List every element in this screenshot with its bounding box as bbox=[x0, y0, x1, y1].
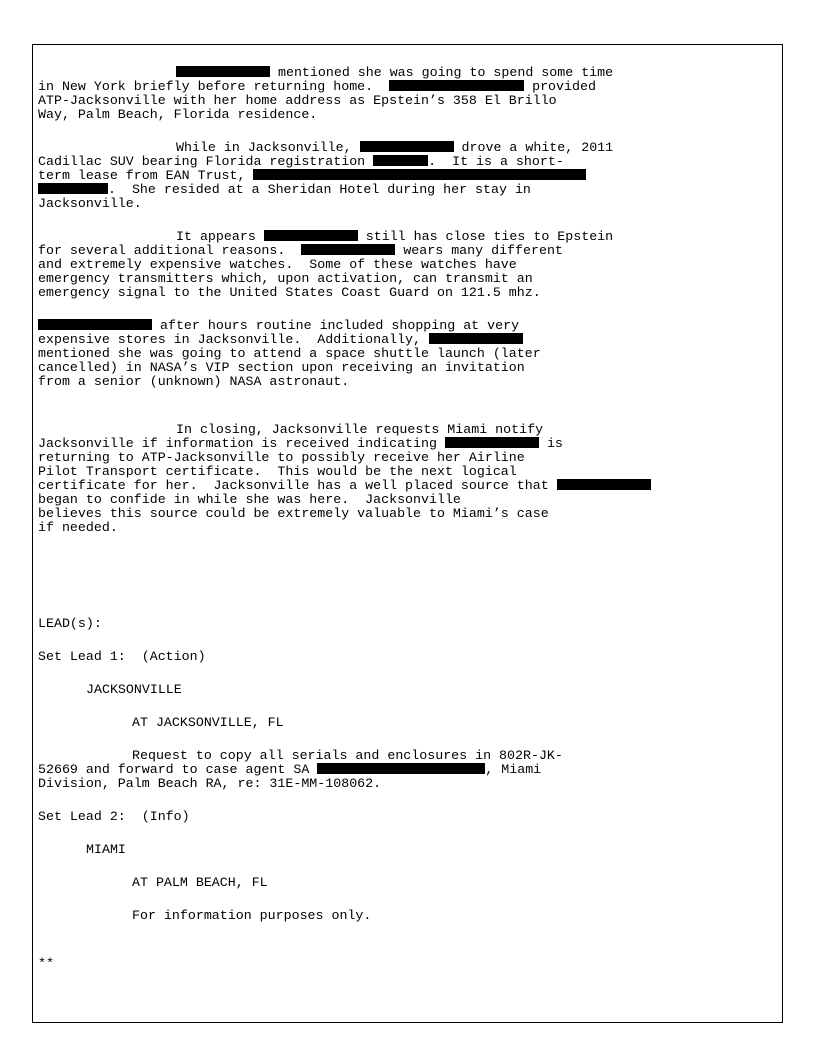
body-line: certificate for her. Jacksonville has a well placed source that bbox=[38, 479, 651, 493]
body-line: Jacksonville. bbox=[38, 196, 142, 211]
lead-1-location: AT JACKSONVILLE, FL bbox=[132, 715, 284, 730]
document-page bbox=[32, 44, 783, 1023]
lead-2-location: AT PALM BEACH, FL bbox=[132, 875, 268, 890]
leads-heading: LEAD(s): bbox=[38, 616, 102, 631]
body-line: from a senior (unknown) NASA astronaut. bbox=[38, 374, 350, 389]
body-line: cancelled) in NASA’s VIP section upon receiving an invitation bbox=[38, 360, 525, 375]
body-line: . She resided at a Sheridan Hotel during her stay in bbox=[38, 183, 531, 197]
body-line: and extremely expensive watches. Some of these watches have bbox=[38, 257, 517, 272]
body-line: While in Jacksonville, drove a white, 2011 bbox=[176, 140, 614, 155]
footer-marker: ** bbox=[38, 956, 54, 971]
redaction-block bbox=[360, 141, 454, 152]
body-line: returning to ATP-Jacksonville to possibly receive her Airline bbox=[38, 450, 525, 465]
body-line: ATP-Jacksonville with her home address as Epstein’s 358 El Brillo bbox=[38, 93, 557, 108]
body-line: mentioned she was going to attend a space shuttle launch (later bbox=[38, 346, 541, 361]
body-line: Cadillac SUV bearing Florida registration . It is a short- bbox=[38, 154, 564, 169]
redaction-block bbox=[38, 183, 108, 194]
body-line: In closing, Jacksonville requests Miami notify bbox=[176, 422, 544, 437]
body-line: for several additional reasons. wears many different bbox=[38, 243, 563, 258]
redaction-block bbox=[264, 230, 358, 241]
redaction-block bbox=[176, 66, 270, 77]
body-line: began to confide in while she was here. Jacksonville bbox=[38, 492, 461, 507]
redaction-block bbox=[445, 437, 539, 448]
body-line: after hours routine included shopping at very bbox=[38, 319, 519, 333]
redaction-block bbox=[389, 80, 524, 91]
redaction-block bbox=[429, 333, 523, 344]
lead-1-title: Set Lead 1: (Action) bbox=[38, 649, 206, 664]
body-line: Jacksonville if information is received indicating is bbox=[38, 436, 563, 451]
redaction-block bbox=[373, 155, 428, 166]
redaction-block bbox=[317, 763, 485, 774]
redaction-block bbox=[253, 169, 586, 180]
redaction-block bbox=[38, 319, 152, 330]
body-line: emergency transmitters which, upon activation, can transmit an bbox=[38, 271, 533, 286]
lead-2-office: MIAMI bbox=[86, 842, 126, 857]
redaction-block bbox=[557, 479, 651, 490]
body-line: in New York briefly before returning home. provided bbox=[38, 79, 596, 94]
body-line: It appears still has close ties to Epstein bbox=[176, 229, 614, 244]
body-line: mentioned she was going to spend some time bbox=[176, 66, 613, 80]
lead-1-text-line: Request to copy all serials and enclosures in 802R-JK- bbox=[132, 748, 563, 763]
body-line: believes this source could be extremely valuable to Miami’s case bbox=[38, 506, 549, 521]
lead-1-office: JACKSONVILLE bbox=[86, 682, 182, 697]
body-line: Pilot Transport certificate. This would be the next logical bbox=[38, 464, 517, 479]
body-line: term lease from EAN Trust, bbox=[38, 169, 586, 183]
body-line: Way, Palm Beach, Florida residence. bbox=[38, 107, 318, 122]
lead-1-text-line: Division, Palm Beach RA, re: 31E-MM-108062. bbox=[38, 776, 382, 791]
body-line: emergency signal to the United States Coast Guard on 121.5 mhz. bbox=[38, 285, 541, 300]
lead-2-text: For information purposes only. bbox=[132, 908, 372, 923]
body-line: expensive stores in Jacksonville. Additionally, bbox=[38, 333, 523, 347]
lead-2-title: Set Lead 2: (Info) bbox=[38, 809, 190, 824]
lead-1-text-line: 52669 and forward to case agent SA , Miami bbox=[38, 762, 542, 777]
redaction-block bbox=[301, 244, 395, 255]
body-line: if needed. bbox=[38, 520, 118, 535]
